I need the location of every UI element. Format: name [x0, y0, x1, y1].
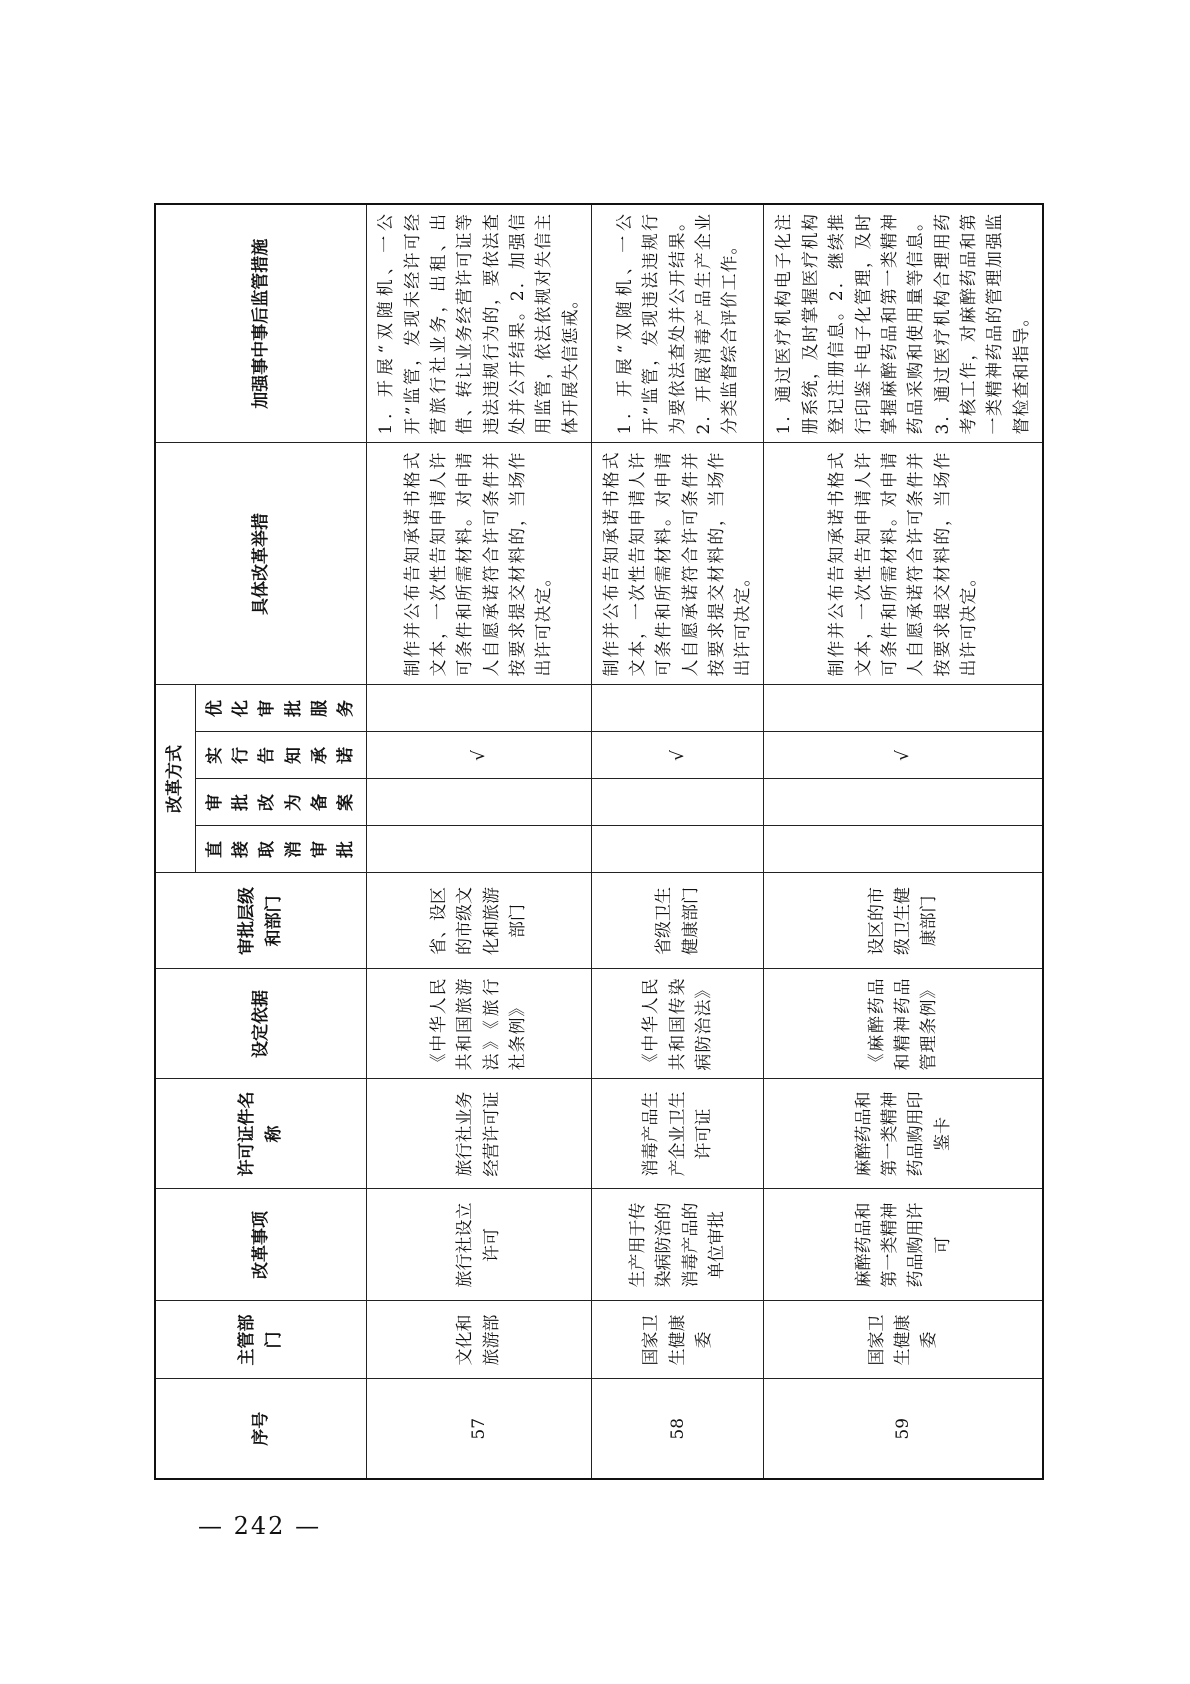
table-row	[592, 204, 764, 1479]
cell-measures: 制作并公布告知承诺书格式文本，一次性告知申请人许可条件和所需材料。对申请人自愿承诺符合许可条件并按要求提交材料的，当场作出许可决定。	[764, 443, 1043, 685]
cell-mode-cancel	[366, 826, 591, 873]
cell-basis: 《中华人民共和国旅游法》《旅行社条例》	[366, 969, 591, 1079]
page-number: — 242 —	[198, 1512, 322, 1540]
cell-level: 省、设区的市级文化和旅游部门	[366, 873, 591, 969]
cell-mode-cancel	[592, 826, 764, 873]
cell-basis: 《中华人民共和国传染病防治法》	[592, 969, 764, 1079]
cell-supervision: 1．开展“双随机、一公开”监管，发现违法违规行为要依法查处并公开结果。2．开展消毒产品生产企业分类监督综合评价工作。	[592, 204, 764, 443]
cell-measures: 制作并公布告知承诺书格式文本，一次性告知申请人许可条件和所需材料。对申请人自愿承诺符合许可条件并按要求提交材料的，当场作出许可决定。	[366, 443, 591, 685]
cell-mode-record	[592, 779, 764, 826]
cell-supervision: 1．通过医疗机构电子化注册系统，及时掌握医疗机构登记注册信息。2．继续推行印鉴卡电子化管理，及时掌握麻醉药品和第一类精神药品采购和使用量等信息。3．通过医疗机构合理用药考核工作，对麻醉药品和第一类精神药品的管理加强监督检查和指导。	[764, 204, 1043, 443]
header-mode-record: 审批改为备案	[195, 779, 366, 826]
header-level: 审批层级和部门	[155, 873, 366, 969]
cell-item: 麻醉药品和第一类精神药品购用许可	[764, 1189, 1043, 1301]
cell-mode-optimize	[592, 685, 764, 732]
cell-dept: 文化和旅游部	[366, 1301, 591, 1379]
cell-license: 旅行社业务经营许可证	[366, 1079, 591, 1189]
cell-mode-optimize	[764, 685, 1043, 732]
cell-mode-notify: √	[366, 732, 591, 779]
header-item: 改革事项	[155, 1189, 366, 1301]
cell-dept: 国家卫生健康委	[592, 1301, 764, 1379]
header-seq: 序号	[155, 1379, 366, 1479]
cell-measures: 制作并公布告知承诺书格式文本，一次性告知申请人许可条件和所需材料。对申请人自愿承诺符合许可条件并按要求提交材料的，当场作出许可决定。	[592, 443, 764, 685]
header-supervision: 加强事中事后监管措施	[155, 204, 366, 443]
cell-seq: 59	[764, 1379, 1043, 1479]
cell-mode-record	[764, 779, 1043, 826]
cell-mode-notify: √	[592, 732, 764, 779]
cell-license: 麻醉药品和第一类精神药品购用印鉴卡	[764, 1079, 1043, 1189]
cell-item: 旅行社设立许可	[366, 1189, 591, 1301]
header-mode-optimize: 优化审批服务	[195, 685, 366, 732]
header-row-1	[155, 204, 195, 1479]
cell-supervision: 1．开展“双随机、一公开”监管，发现未经许可经营旅行社业务，出租、出借、转让业务经营许可证等违法违规行为的，要依法查处并公开结果。2．加强信用监管，依法依规对失信主体开展失信惩戒。	[366, 204, 591, 443]
cell-mode-record	[366, 779, 591, 826]
reform-table	[154, 203, 1044, 1480]
table-row	[366, 204, 591, 1479]
table-row	[764, 204, 1043, 1479]
cell-level: 省级卫生健康部门	[592, 873, 764, 969]
header-mode-cancel: 直接取消审批	[195, 826, 366, 873]
header-license: 许可证件名称	[155, 1079, 366, 1189]
cell-mode-cancel	[764, 826, 1043, 873]
cell-mode-notify: √	[764, 732, 1043, 779]
header-measures: 具体改革举措	[155, 443, 366, 685]
cell-basis: 《麻醉药品和精神药品管理条例》	[764, 969, 1043, 1079]
header-basis: 设定依据	[155, 969, 366, 1079]
rotated-table-container	[154, 205, 1044, 1480]
cell-seq: 58	[592, 1379, 764, 1479]
header-mode-notify: 实行告知承诺	[195, 732, 366, 779]
cell-level: 设区的市级卫生健康部门	[764, 873, 1043, 969]
header-dept: 主管部门	[155, 1301, 366, 1379]
cell-item: 生产用于传染病防治的消毒产品的单位审批	[592, 1189, 764, 1301]
cell-mode-optimize	[366, 685, 591, 732]
cell-dept: 国家卫生健康委	[764, 1301, 1043, 1379]
header-reform-mode: 改革方式	[155, 685, 195, 873]
cell-seq: 57	[366, 1379, 591, 1479]
cell-license: 消毒产品生产企业卫生许可证	[592, 1079, 764, 1189]
